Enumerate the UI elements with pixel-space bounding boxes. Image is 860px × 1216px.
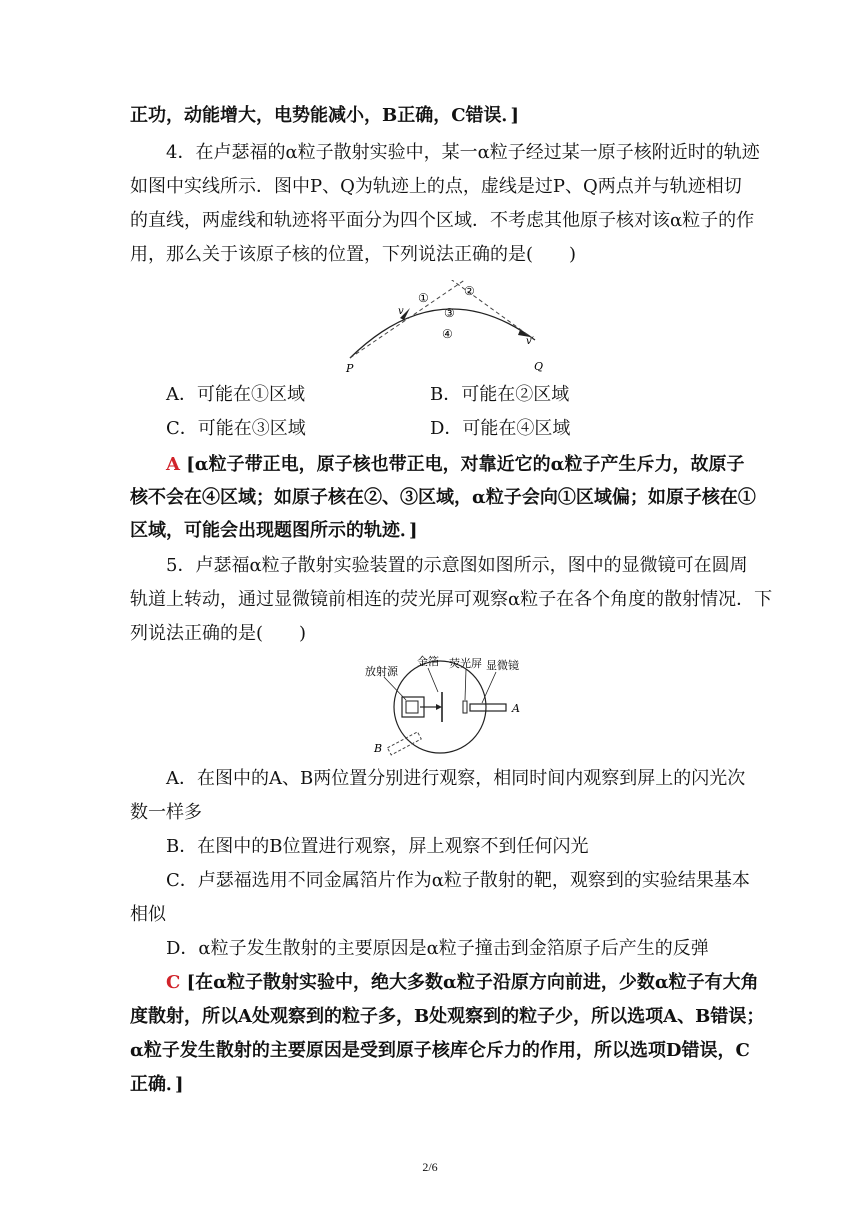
page-number: 2/6 [422, 1160, 438, 1174]
q4-option-a: A．可能在①区域 [166, 384, 305, 405]
prev-answer-tail: 正功，动能增大，电势能减小，B正确，C错误．] [130, 105, 520, 126]
microscope-label: 显微镜 [486, 659, 519, 672]
q5-option-c: 相似 [130, 904, 166, 925]
screen-leader [465, 669, 466, 700]
q4-answer-text: [α粒子带正电，原子核也带正电，对靠近它的α粒子产生斥力，故原子 [186, 454, 745, 475]
source-inner [406, 701, 418, 713]
question-4-text: 的直线，两虚线和轨迹将平面分为四个区域．不考虑其他原子核对该α粒子的作 [130, 210, 755, 231]
q4-option-c: C．可能在③区域 [166, 418, 306, 439]
region-4-label: ④ [442, 327, 453, 341]
apparatus-figure [362, 652, 542, 757]
q4-answer-text: 区域，可能会出现题图所示的轨迹．] [130, 520, 418, 541]
question-5-text: 列说法正确的是( ) [130, 623, 307, 644]
q5-answer-text: 正确．] [130, 1074, 184, 1095]
foil-label: 金箔 [417, 655, 439, 668]
region-2-label: ② [464, 284, 475, 298]
screen-label: 荧光屏 [449, 657, 482, 670]
q5-answer-letter: C [166, 972, 181, 993]
region-1-label: ① [418, 291, 429, 305]
question-4-text: 4．在卢瑟福的α粒子散射实验中，某一α粒子经过某一原子核附近时的轨迹 [166, 142, 760, 163]
q4-option-d: D．可能在④区域 [430, 418, 571, 439]
question-5-text: 5．卢瑟福α粒子散射实验装置的示意图如图所示，图中的显微镜可在圆周 [166, 555, 748, 576]
q4-answer [166, 452, 771, 478]
q5-answer-text: α粒子发生散射的主要原因是受到原子核库仑斥力的作用，所以选项D错误，C [130, 1040, 750, 1061]
microscope-leader [482, 672, 496, 703]
q5-option-c: C．卢瑟福选用不同金属箔片作为α粒子散射的靶，观察到的实验结果基本 [166, 870, 750, 891]
q5-answer-text: [在α粒子散射实验中，绝大多数α粒子沿原方向前进，少数α粒子有大角 [186, 972, 759, 993]
q5-option-d: D．α粒子发生散射的主要原因是α粒子撞击到金箔原子后产生的反弹 [166, 938, 709, 959]
question-4-text: 用，那么关于该原子核的位置，下列说法正确的是( ) [130, 244, 577, 265]
question-5-text: 轨道上转动，通过显微镜前相连的荧光屏可观察α粒子在各个角度的散射情况．下 [130, 589, 773, 610]
foil-leader [428, 668, 438, 692]
q5-option-a: A．在图中的A、B两位置分别进行观察，相同时间内观察到屏上的闪光次 [166, 768, 746, 789]
q4-option-b: B．可能在②区域 [430, 384, 570, 405]
velocity-label-v: v [398, 306, 404, 317]
question-4-text: 如图中实线所示．图中P、Q为轨迹上的点，虚线是过P、Q两点并与轨迹相切 [130, 176, 742, 197]
velocity-label-v-prime: v′ [526, 336, 534, 347]
beam-arrow [436, 704, 442, 710]
q5-answer-text: 度散射，所以A处观察到的粒子多，B处观察到的粒子少，所以选项A、B错误； [130, 1006, 765, 1027]
position-a-label: A [512, 702, 520, 715]
q4-answer-letter: A [166, 454, 180, 475]
q5-option-b: B．在图中的B位置进行观察，屏上观察不到任何闪光 [166, 836, 589, 857]
microscope-a [470, 704, 506, 711]
q5-answer [166, 970, 771, 996]
fluorescent-screen [463, 701, 467, 713]
q5-option-a: 数一样多 [130, 802, 202, 823]
source-label: 放射源 [365, 665, 398, 678]
q4-answer-text: 核不会在④区域；如原子核在②、③区域，α粒子会向①区域偏；如原子核在① [130, 487, 756, 508]
region-3-label: ③ [444, 306, 455, 320]
point-p-label: P [346, 362, 354, 375]
point-q-label: Q [534, 360, 544, 373]
position-b-label: B [374, 742, 383, 755]
trajectory-figure [340, 280, 560, 375]
